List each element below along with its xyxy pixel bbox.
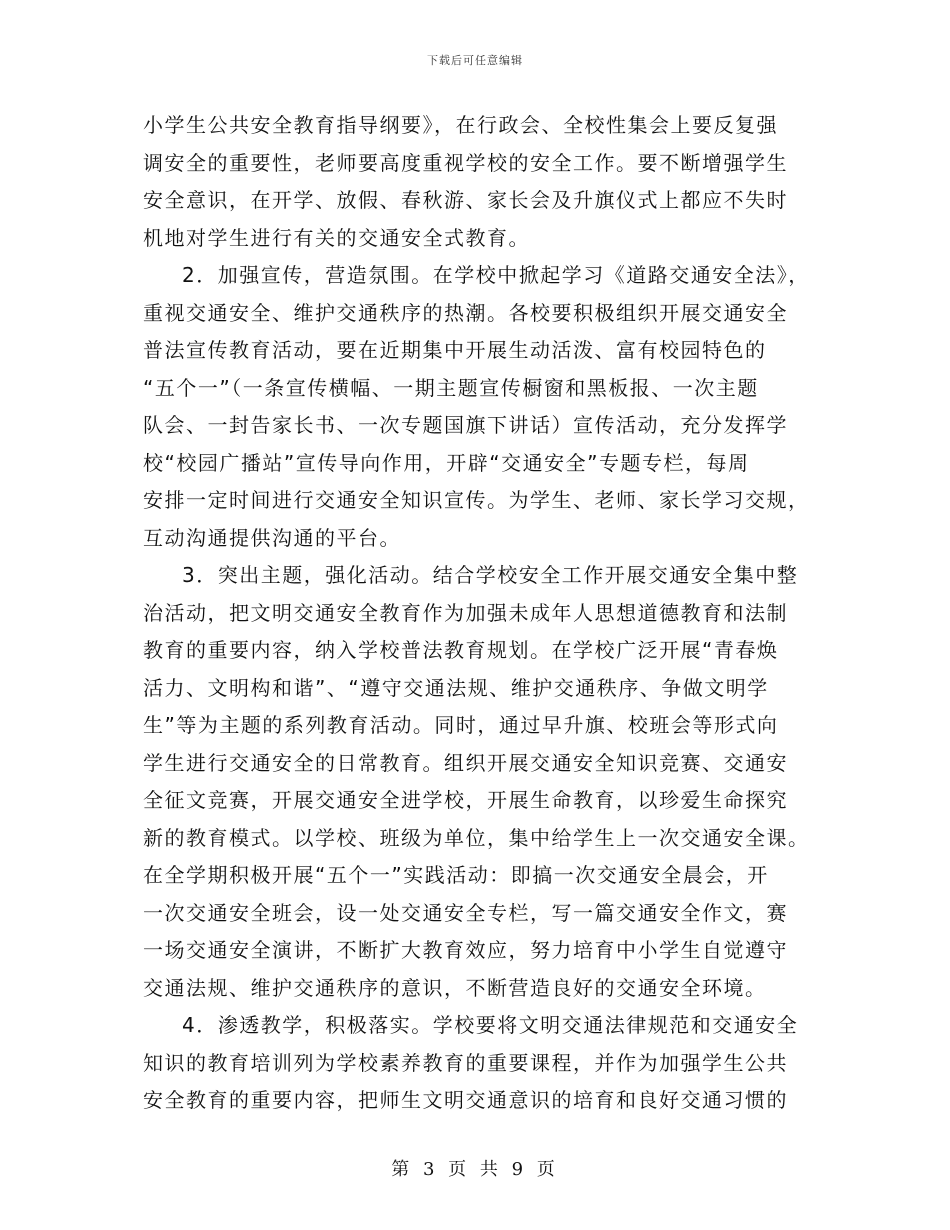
body-line: 重视交通安全、维护交通秩序的热潮。各校要积极组织开展交通安全 — [143, 301, 788, 325]
body-line: 小学生公共安全教育指导纲要》，在行政会、全校性集会上要反复强 — [143, 113, 778, 137]
body-line: 一场交通安全演讲，不断扩大教育效应，努力培育中小学生自觉遵守 — [143, 938, 788, 962]
paragraph-3-first-line: 3．突出主题，强化活动。结合学校安全工作开展交通安全集中整 — [182, 563, 799, 587]
page-header: 下载后可任意编辑 — [427, 54, 523, 67]
body-line: 一次交通安全班会，设一处交通安全专栏，写一篇交通安全作文，赛 — [143, 901, 788, 925]
body-line: 在全学期积极开展“五个一”实践活动：即搞一次交通安全晨会，开 — [143, 863, 769, 887]
body-line: 生”等为主题的系列教育活动。同时，通过早升旗、校班会等形式向 — [143, 713, 779, 737]
body-line: 队会、一封告家长书、一次专题国旗下讲话）宣传活动，充分发挥学 — [143, 413, 788, 437]
body-line: 安排一定时间进行交通安全知识宣传。为学生、老师、家长学习交规， — [143, 488, 810, 512]
body-line: 活力、文明构和谐”、“遵守交通法规、维护交通秩序、争做文明学 — [143, 676, 769, 700]
paragraph-2-first-line: 2．加强宣传，营造氛围。在学校中掀起学习《道路交通安全法》， — [182, 263, 810, 287]
body-line: 普法宣传教育活动，要在近期集中开展生动活泼、富有校园特色的 — [143, 338, 767, 362]
body-line: “五个一”（一条宣传横幅、一期主题宣传橱窗和黑板报、一次主题 — [143, 376, 759, 400]
page-footer: 第 3 页 共 9 页 — [391, 1159, 559, 1180]
body-line: 学生进行交通安全的日常教育。组织开展交通安全知识竞赛、交通安 — [143, 751, 788, 775]
body-line: 安全教育的重要内容，把师生文明交通意识的培育和良好交通习惯的 — [143, 1088, 788, 1112]
body-line: 机地对学生进行有关的交通安全式教育。 — [143, 226, 530, 250]
body-line: 新的教育模式。以学校、班级为单位，集中给学生上一次交通安全课。 — [143, 826, 810, 850]
body-line: 知识的教育培训列为学校素养教育的重要课程，并作为加强学生公共 — [143, 1051, 788, 1075]
body-line: 互动沟通提供沟通的平台。 — [143, 526, 401, 550]
body-line: 教育的重要内容，纳入学校普法教育规划。在学校广泛开展“青春焕 — [143, 638, 779, 662]
body-line: 校“校园广播站”宣传导向作用，开辟“交通安全”专题专栏，每周 — [143, 451, 750, 475]
body-line: 安全意识，在开学、放假、春秋游、家长会及升旗仪式上都应不失时 — [143, 188, 788, 212]
paragraph-4-first-line: 4．渗透教学，积极落实。学校要将文明交通法律规范和交通安全 — [182, 1013, 799, 1037]
body-line: 交通法规、维护交通秩序的意识，不断营造良好的交通安全环境。 — [143, 976, 767, 1000]
body-line: 调安全的重要性，老师要高度重视学校的安全工作。要不断增强学生 — [143, 151, 788, 175]
body-line: 全征文竞赛，开展交通安全进学校，开展生命教育，以珍爱生命探究 — [143, 788, 788, 812]
body-line: 治活动，把文明交通安全教育作为加强未成年人思想道德教育和法制 — [143, 601, 788, 625]
